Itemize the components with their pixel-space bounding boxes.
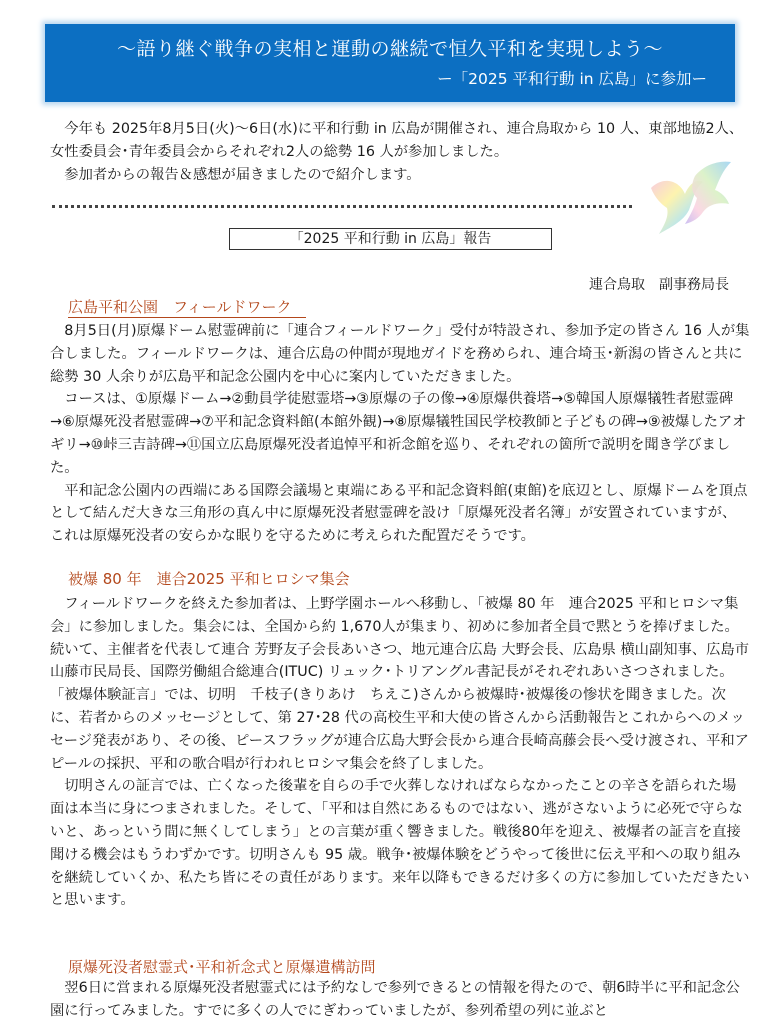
intro-paragraph: 今年も 2025年8月5日(火)～6日(水)に平和行動 in 広島が開催され、連合鳥取から 10 人、東部地協2人、女性委員会･青年委員会からそれぞれ2人の総勢 16 人が参加しました。 bbox=[50, 121, 744, 160]
body-paragraph: 切明さんの証言では、亡くなった後輩を自らの手で火葬しなければならなかったことの辛さを語られた場面は本当に身につまされました。そして、「平和は自然にあるものではない、逃がさないように必死で守らないと、あっという間に無くしてしまう」との言葉が重く響きました。戦後80年を迎え、被爆者の証言を直接聞ける機会はもうわずかです。切明さんも 95 歳。戦争･被爆体験をどうやって後世に伝え平和への取り組みを継続していくか、私たち皆にその責任があります。来年以降もできるだけ多くの方に参加していただきたいと思います。 bbox=[50, 778, 750, 909]
section-title-fieldwork: 広島平和公園 フィールドワーク bbox=[68, 297, 306, 318]
section-body-memorial-ceremony bbox=[50, 977, 750, 1023]
page-subtitle: ー「2025 平和行動 in 広島」に参加ー bbox=[437, 70, 707, 88]
section-title-memorial-ceremony: 原爆死没者慰霊式･平和祈念式と原爆遺構訪問 bbox=[68, 958, 376, 976]
body-paragraph: 平和記念公園内の西端にある国際会議場と東端にある平和記念資料館(東館)を底辺とし、原爆ドームを頂点として結んだ大きな三角形の真ん中に原爆死没者慰霊碑を設け「原爆死没者名簿」が安置されていますが、これは原爆死没者の安らかな眠りを守るために考えられた配置だそうです。 bbox=[50, 482, 748, 545]
peace-doves-icon bbox=[645, 158, 737, 240]
body-paragraph: フィールドワークを終えた参加者は、上野学園ホールへ移動し、「被爆 80 年 連合2025 平和ヒロシマ集会」に参加しました。集会には、全国から約 1,670人が集まり、初めに参加者全員で黙とうを捧げました。続いて、主催者を代表して連合 芳野友子会長あいさつ、地元連合広島 大野会長、広島県 横山副知事、広島市 山藤市民局長、国際労働組合総連合(ITUC) リュック･トリアングル書記長がそれぞれあいさつされました。「被爆体験証言」では、切明 千枝子(きりあけ ちえこ)さんから被爆時･被爆後の惨状を聞きました。次に、若者からのメッセージとして、第 27･28 代の高校生平和大使の皆さんから活動報告とこれからへのメッセージ発表があり、その後、ピースフラッグが連合広島大野会長から連合長崎高藤会長へ受け渡され、平和アピールの採択、平和の歌合唱が行われヒロシマ集会を終了しました。 bbox=[50, 596, 750, 772]
page-title: ～語り継ぐ戦争の実相と運動の継続で恒久平和を実現しよう～ bbox=[116, 38, 663, 60]
section-title-hiroshima-rally: 被爆 80 年 連合2025 平和ヒロシマ集会 bbox=[68, 570, 350, 588]
report-heading-box: 「2025 平和行動 in 広島」報告 bbox=[229, 228, 552, 250]
intro-paragraph: 参加者からの報告＆感想が届きましたので紹介します。 bbox=[64, 166, 421, 183]
header-banner bbox=[45, 24, 735, 102]
section-body-fieldwork bbox=[50, 320, 750, 548]
dotted-divider bbox=[52, 205, 632, 208]
body-paragraph: 8月5日(月)原爆ドーム慰霊碑前に「連合フィールドワーク」受付が特設され、参加予定の皆さん 16 人が集合しました。フィールドワークは、連合広島の仲間が現地ガイドを務められ、連合埼玉･新潟の皆さんと共に総勢 30 人余りが広島平和記念公園内を中心に案内していただきました。 bbox=[50, 323, 750, 385]
body-paragraph: 翌6日に営まれる原爆死没者慰霊式には予約なしで参列できるとの情報を得たので、朝6時半に平和記念公園に行ってみました。すでに多くの人でにぎわっていましたが、参列希望の列に並ぶと bbox=[50, 980, 740, 1019]
section-body-hiroshima-rally bbox=[50, 593, 750, 912]
body-paragraph: コースは、①原爆ドーム→②動員学徒慰霊塔→③原爆の子の像→④原爆供養塔→⑤韓国人原爆犠牲者慰霊碑→⑥原爆死没者慰霊碑→⑦平和記念資料館(本館外観)→⑧原爆犠牲国民学校教師と子どもの碑→⑨被爆したアオギリ→⑩峠三吉詩碑→⑪国立広島原爆死没者追悼平和祈念館を巡り、それぞれの箇所で説明を聞き学びました。 bbox=[50, 391, 747, 476]
author-line: 連合鳥取 副事務局長 bbox=[589, 277, 729, 293]
